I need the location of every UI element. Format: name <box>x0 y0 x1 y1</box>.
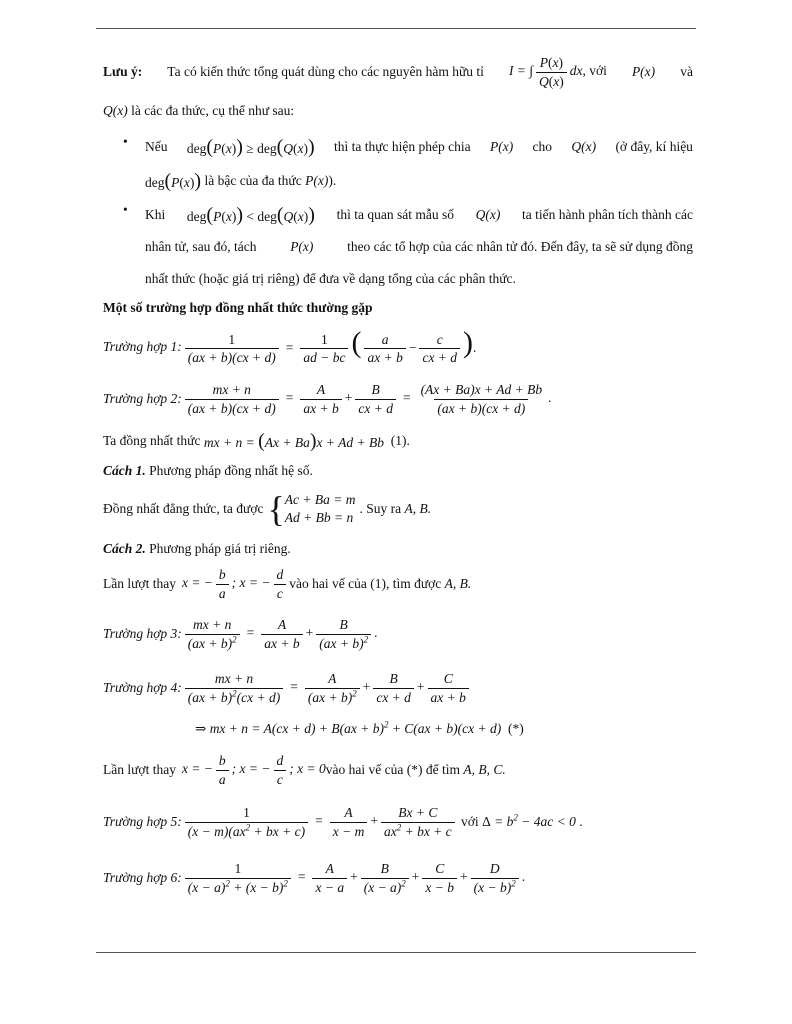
case-6-formula: $\frac{1}{(x - a)^2 + (x - b)^2}$ = $\frac{A}{x - a}$ + $\frac{B}{(x - a)^2}$ + $\frac{C}{x - b}$ + $\frac{D}{(x - b)^2}$ . <box>182 861 525 895</box>
bullet-2: • Khi deg(P(x)) < deg(Q(x)) thì ta quan sát mẫu số Q(x) ta tiến hành phân tích thành các nhân tử, sau đó, tách P(x) theo các tổ hợp của các nhân tử đó. Đến đây, ta sẽ sử dụng đồng nhất thức (hoặc giá trị riêng) để đưa về dạng tổng của các phân thức. <box>123 202 693 286</box>
method-1-label: Cách 1. <box>103 463 146 478</box>
case-5-with: với <box>461 814 479 829</box>
section-title: Một số trường hợp đồng nhất thức thường gặp <box>103 300 373 315</box>
substitution-values: x = − $\frac{b}{a}$ ; x = − $\frac{d}{c}$ <box>182 567 289 601</box>
case-6 <box>103 854 693 902</box>
case-5-formula: $\frac{1}{(x - m)(ax^2 + bx + c)}$ = $\frac{A}{x - m}$ + $\frac{Bx + C}{ax^2 + bx + c}$ <box>182 805 458 839</box>
note-and: và <box>680 64 693 79</box>
q-of-x: Q(x) <box>103 103 128 118</box>
b2-end: ta tiến hành phân tích thành các <box>522 207 693 222</box>
case-4-vars: A, B, C. <box>463 762 506 777</box>
case-3-label: Trường hợp 3: <box>103 626 182 641</box>
integral-formula: I = ∫ $\frac{P(x)}{Q(x)}$ dx, với <box>508 54 607 89</box>
bullet-1: • Nếu deg(P(x)) ≥ deg(Q(x)) thì ta thực hiện phép chia P(x) cho Q(x) (ở đây, kí hiệu deg(P(x)) là bậc của đa thức P(x) ). <box>123 134 693 192</box>
case-6-label: Trường hợp 6: <box>103 870 182 885</box>
case-2 <box>103 376 693 422</box>
document-body <box>103 52 693 902</box>
b1-end: ). <box>328 173 337 188</box>
identity-line <box>103 426 693 456</box>
method-2-line <box>103 564 693 604</box>
case-4-line <box>103 750 693 790</box>
section-title-row <box>103 296 693 320</box>
identity-formula: mx + n = (Ax + Ba)x + Ad + Bb <box>203 430 384 452</box>
note-intro: Ta có kiến thức tổng quát dùng cho các nguyên hàm hữu tỉ <box>167 64 484 79</box>
identity-text: Ta đồng nhất thức <box>103 433 201 448</box>
case-3-formula: $\frac{mx + n}{(ax + b)^2}$ = $\frac{A}{ax + b}$ + $\frac{B}{(ax + b)^2}$ . <box>182 617 378 651</box>
method-2-text: Phương pháp giá trị riêng. <box>149 541 291 556</box>
case-4-implication <box>195 712 693 746</box>
case-1 <box>103 324 693 370</box>
case-4-label: Trường hợp 4: <box>103 680 182 695</box>
b2-start: Khi <box>145 207 166 222</box>
case-3 <box>103 610 693 658</box>
note-line-1 <box>103 52 693 92</box>
substitution-values-2: x = − $\frac{b}{a}$ ; x = − $\frac{d}{c}$ ; x = 0 <box>181 752 326 787</box>
deg-ineq-2: deg(P(x)) < deg(Q(x)) <box>186 204 315 226</box>
method-1-end: . Suy ra <box>359 501 402 516</box>
b2-line2b: theo các tổ hợp của các nhân tử đó. Đến đây, ta sẽ sử dụng đồng <box>347 239 693 254</box>
equation-system: { Ac + Ba = m Ad + Bb = n <box>267 489 356 529</box>
method-1-line <box>103 486 693 532</box>
method-1-vars: A, B. <box>404 501 432 516</box>
case-2-label: Trường hợp 2: <box>103 391 182 406</box>
method-1-text: Phương pháp đồng nhất hệ số. <box>149 463 313 478</box>
method-2 <box>103 534 693 564</box>
b1-cho: cho <box>532 139 553 154</box>
case-1-formula: $\frac{1}{(ax + b)(cx + d)}$ = $\frac{1}{ad - bc}$ ( $\frac{a}{ax + b}$ − $\frac{c}{cx + d}$ ). <box>182 328 477 366</box>
b2-mid: thì ta quan sát mẫu số <box>336 207 454 222</box>
method-1-start: Đồng nhất đẳng thức, ta được <box>103 501 264 516</box>
case-4-mid: vào hai vế của (*) để tìm <box>325 762 460 777</box>
footer-rule <box>96 952 696 953</box>
note-line2-text: là các đa thức, cụ thể như sau: <box>131 103 295 118</box>
method-2-vars: A, B. <box>444 576 472 591</box>
bullet-dot-icon: • <box>123 134 128 149</box>
b1-start: Nếu <box>145 139 168 154</box>
case-4-formula: $\frac{mx + n}{(ax + b)^2(cx + d)}$ = $\frac{A}{(ax + b)^2}$ + $\frac{B}{cx + d}$ + $\frac{C}{ax + b}$ <box>182 671 472 705</box>
deg-ineq-1: deg(P(x)) ≥ deg(Q(x)) <box>186 136 315 158</box>
case-5-label: Trường hợp 5: <box>103 814 182 829</box>
method-2-label: Cách 2. <box>103 541 146 556</box>
p-of-x: P(x) <box>631 64 656 79</box>
bullet-dot-icon: • <box>123 202 128 217</box>
method-1 <box>103 456 693 486</box>
b1-mid: thì ta thực hiện phép chia <box>334 139 471 154</box>
method-2-mid: vào hai vế của (1), tìm được <box>289 576 442 591</box>
case-4-expanded: ⇒ mx + n = A(cx + d) + B(ax + b)$^2$ + C(ax + b)(cx + d) <box>195 719 502 736</box>
identity-ref: (1). <box>390 433 410 448</box>
b2-line2a: nhân tử, sau đó, tách <box>145 239 257 254</box>
case-1-label: Trường hợp 1: <box>103 339 182 354</box>
case-4-star: (*) <box>507 721 524 736</box>
method-2-start: Lần lượt thay <box>103 576 176 591</box>
note-line-2 <box>103 96 693 126</box>
discriminant: $\Delta = b^2 - 4ac < 0$ . <box>482 812 583 829</box>
b1-paren: (ở đây, kí hiệu <box>615 139 693 154</box>
case-4-start: Lần lượt thay <box>103 762 176 777</box>
case-2-formula: $\frac{mx + n}{(ax + b)(cx + d)}$ = $\frac{A}{ax + b}$ + $\frac{B}{cx + d}$ = $\frac{(Ax + Ba)x + Ad + Bb}{(ax + b)(cx + d)}$ . <box>182 382 552 416</box>
note-label: Lưu ý: <box>103 64 143 79</box>
case-5 <box>103 798 693 846</box>
b1-line2: là bậc của đa thức <box>204 173 302 188</box>
b2-line3: nhất thức (hoặc giá trị riêng) để đưa về dạng tổng của các phân thức. <box>145 271 516 286</box>
case-4 <box>103 664 693 712</box>
header-rule <box>96 28 696 29</box>
